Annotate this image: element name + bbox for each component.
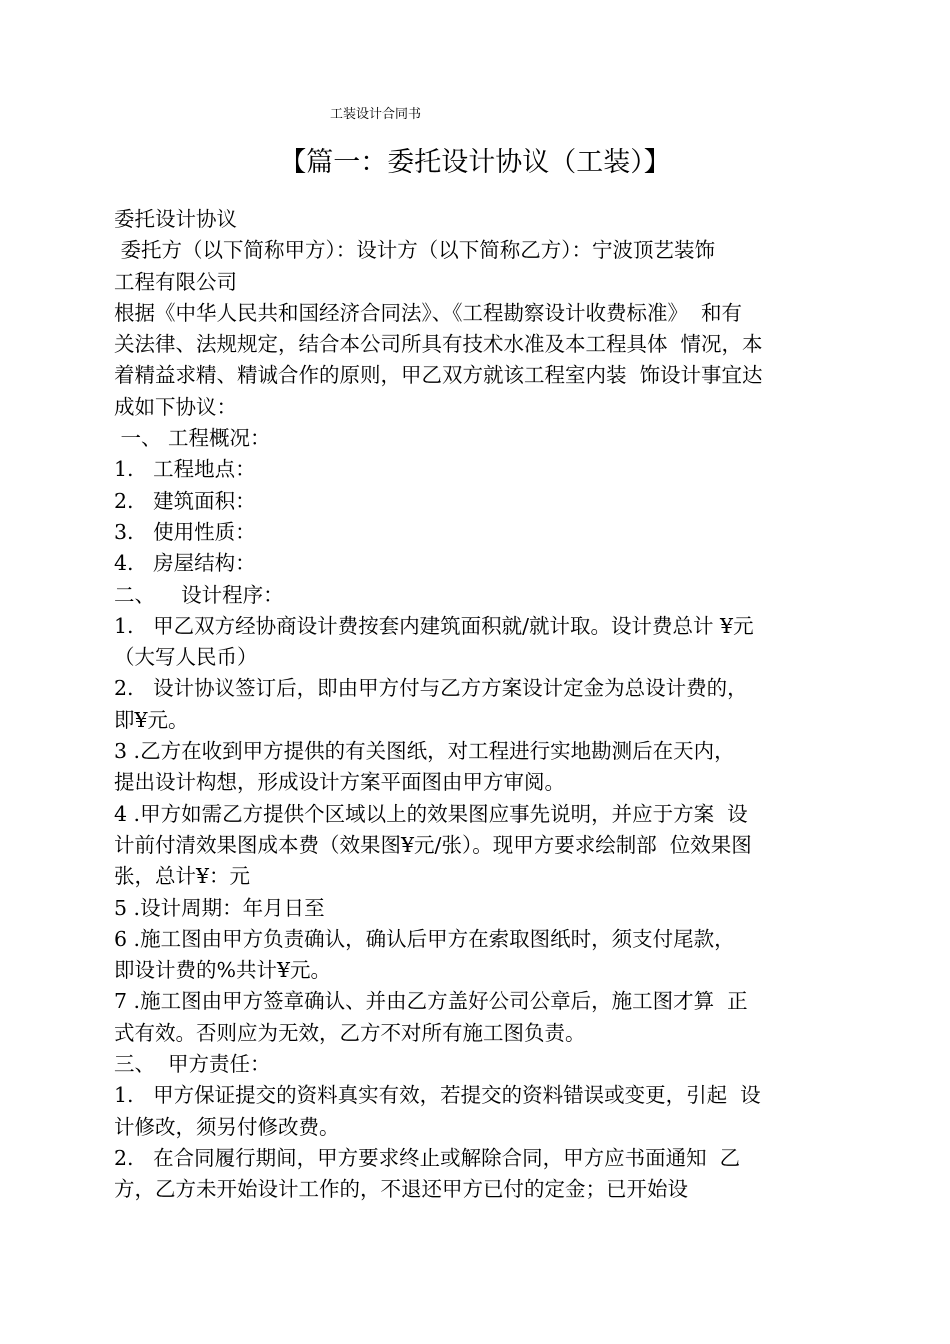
list-item-continued: 计前付清效果图成本费（效果图¥元/张）。现甲方要求绘制部 位效果图 [114, 832, 752, 857]
body-line: 关法律、法规规定，结合本公司所具有技术水准及本工程具体 情况，本 [114, 332, 763, 357]
list-item-continued: 张，总计¥：元 [114, 864, 251, 889]
list-item: 6 .施工图由甲方负责确认，确认后甲方在索取图纸时，须支付尾款， [114, 926, 735, 951]
list-item-continued: 式有效。否则应为无效，乙方不对所有施工图负责。 [114, 1020, 586, 1045]
section-heading: 一、 工程概况： [114, 426, 271, 451]
list-item: 1. 甲乙双方经协商设计费按套内建筑面积就/就计取。设计费总计 ¥元 [114, 613, 754, 638]
document-body [114, 204, 862, 1206]
body-line: 着精益求精、精诚合作的原则，甲乙双方就该工程室内装 饰设计事宜达 [114, 363, 763, 388]
section-heading: 三、 甲方责任： [114, 1052, 271, 1077]
list-item: 2. 建筑面积： [114, 488, 256, 513]
body-line: 委托设计协议 [114, 207, 237, 231]
body-line: 成如下协议： [114, 394, 237, 419]
list-item: 2. 设计协议签订后，即由甲方付与乙方方案设计定金为总设计费的， [114, 676, 748, 701]
list-item: 4. 房屋结构： [114, 551, 256, 576]
list-item: 5 .设计周期：年月日至 [114, 895, 325, 920]
header-note: 工装设计合同书 [330, 107, 422, 122]
list-item: 2. 在合同履行期间，甲方要求终止或解除合同，甲方应书面通知 乙 [114, 1145, 741, 1170]
list-item-continued: （大写人民币） [114, 645, 258, 670]
list-item: 1. 工程地点： [114, 457, 256, 482]
body-line: 委托方（以下简称甲方）：设计方（以下简称乙方）：宁波顶艺装饰 [114, 238, 716, 263]
list-item: 7 .施工图由甲方签章确认、并由乙方盖好公司公章后，施工图才算 正 [114, 989, 748, 1014]
list-item: 1. 甲方保证提交的资料真实有效，若提交的资料错误或变更，引起 设 [114, 1083, 761, 1108]
list-item: 3 .乙方在收到甲方提供的有关图纸，对工程进行实地勘测后在天内， [114, 739, 735, 764]
list-item-continued: 方，乙方未开始设计工作的，不退还甲方已付的定金；已开始设 [114, 1177, 688, 1202]
body-line: 工程有限公司 [114, 269, 237, 294]
body-line: 根据《中华人民共和国经济合同法》、《工程勘察设计收费标准》 和有 [114, 300, 743, 325]
page-title: 【篇一：委托设计协议（工装）】 [279, 147, 671, 178]
section-heading: 二、 设计程序： [114, 582, 284, 607]
list-item: 3. 使用性质： [114, 519, 256, 544]
list-item: 4 .甲方如需乙方提供个区域以上的效果图应事先说明，并应于方案 设 [114, 801, 748, 826]
list-item-continued: 计修改，须另付修改费。 [114, 1114, 340, 1139]
list-item-continued: 提出设计构想，形成设计方案平面图由甲方审阅。 [114, 770, 565, 795]
list-item-continued: 即设计费的%共计¥元。 [114, 958, 332, 983]
list-item-continued: 即¥元。 [114, 707, 189, 732]
